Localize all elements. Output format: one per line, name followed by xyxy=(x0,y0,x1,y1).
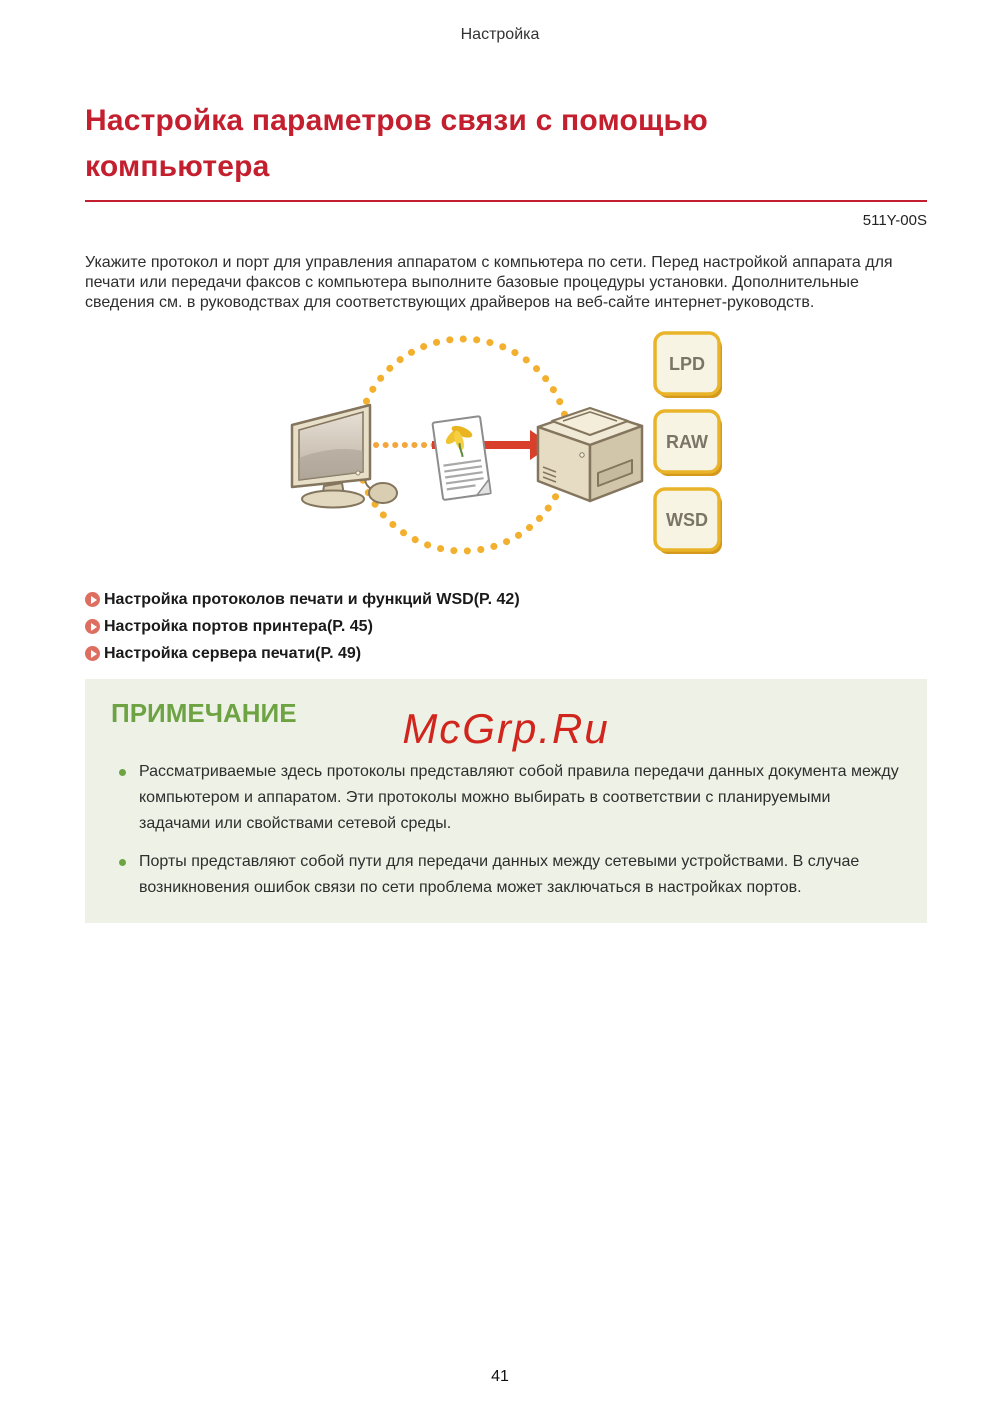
link-label: Настройка портов принтера(P. 45) xyxy=(104,617,373,635)
note-bullet: Порты представляют собой пути для передачи данных между сетевыми устройствами. В случае возникновения ошибок связи по сети проблема может заключаться в настройках портов. xyxy=(111,849,901,901)
network-printing-illustration xyxy=(85,331,927,566)
link-print-protocols-wsd[interactable] xyxy=(85,586,927,613)
running-header: Настройка xyxy=(460,26,540,43)
protocol-label-wsd: WSD xyxy=(666,510,708,530)
note-bullet-list xyxy=(111,759,901,901)
title-divider xyxy=(85,98,927,202)
link-arrow-icon xyxy=(85,619,100,634)
link-arrow-icon xyxy=(85,646,100,661)
link-label: Настройка протоколов печати и функций WSD(P. 42) xyxy=(104,590,520,608)
related-links xyxy=(85,586,927,667)
intro-paragraph: Укажите протокол и порт для управления аппаратом с компьютера по сети. Перед настройкой аппарата для печати или передачи факсов с компьютера выполните базовые процедуры установки. Дополнительные сведения см. в руководствах для соответствующих драйверов на веб-сайте интернет-руководств. xyxy=(85,254,893,311)
link-printer-ports[interactable] xyxy=(85,613,927,640)
protocol-badge-wsd xyxy=(655,489,722,554)
page-content xyxy=(85,98,927,923)
mcgrp-watermark: McGrp.Ru xyxy=(402,705,610,752)
note-box xyxy=(85,679,927,923)
computer-icon xyxy=(292,405,397,508)
note-bullet: Рассматриваемые здесь протоколы представляют собой правила передачи данных документа между компьютером и аппаратом. Эти протоколы можно выбирать в соответствии с планируемыми задачами или свойствами сетевой среды. xyxy=(111,759,901,837)
protocol-badge-lpd xyxy=(655,333,722,398)
link-arrow-icon xyxy=(85,592,100,607)
monitor-base xyxy=(302,491,364,508)
protocol-badge-raw xyxy=(655,411,722,476)
section-id: 511Y-00S xyxy=(862,212,927,229)
document-icon xyxy=(432,416,490,500)
mouse-icon xyxy=(369,483,397,503)
page-title: Настройка параметров связи с помощью компьютера xyxy=(85,104,708,183)
illustration-canvas xyxy=(286,331,726,566)
link-print-server[interactable] xyxy=(85,640,927,667)
link-label: Настройка сервера печати(P. 49) xyxy=(104,644,362,662)
note-heading: ПРИМЕЧАНИЕ xyxy=(111,698,297,728)
page-number: 41 xyxy=(491,1368,509,1385)
protocol-label-lpd: LPD xyxy=(669,354,705,374)
printer-icon xyxy=(538,408,642,501)
protocol-label-raw: RAW xyxy=(666,432,708,452)
